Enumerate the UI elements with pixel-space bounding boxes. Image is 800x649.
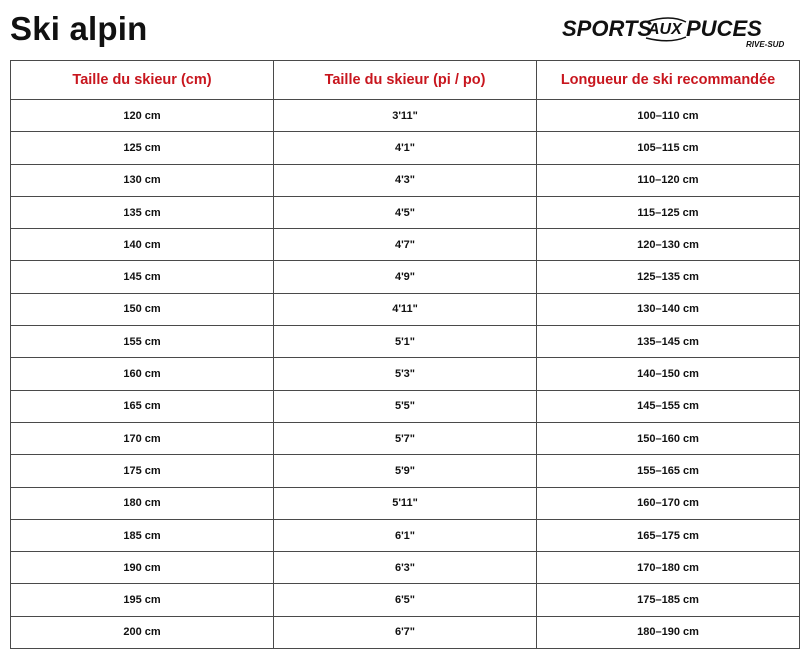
table-row <box>11 100 800 132</box>
cell-height-cm: 195 cm <box>11 584 274 616</box>
cell-height-cm: 160 cm <box>11 358 274 390</box>
cell-ski-length: 150–160 cm <box>537 422 800 454</box>
cell-ski-length: 170–180 cm <box>537 552 800 584</box>
cell-height-ft-in: 5'11" <box>274 487 537 519</box>
brand-logo <box>560 10 790 50</box>
cell-height-cm: 150 cm <box>11 293 274 325</box>
table-row <box>11 422 800 454</box>
cell-ski-length: 145–155 cm <box>537 390 800 422</box>
header-height-ft-in: Taille du skieur (pi / po) <box>274 61 537 100</box>
cell-ski-length: 135–145 cm <box>537 326 800 358</box>
cell-height-ft-in: 4'1" <box>274 132 537 164</box>
cell-height-cm: 170 cm <box>11 422 274 454</box>
cell-height-ft-in: 5'1" <box>274 326 537 358</box>
cell-ski-length: 140–150 cm <box>537 358 800 390</box>
svg-text:RIVE-SUD: RIVE-SUD <box>746 40 785 49</box>
cell-ski-length: 160–170 cm <box>537 487 800 519</box>
cell-ski-length: 115–125 cm <box>537 196 800 228</box>
page-title: Ski alpin <box>10 10 148 47</box>
cell-ski-length: 165–175 cm <box>537 519 800 551</box>
svg-text:PUCES: PUCES <box>686 16 762 41</box>
ski-size-table <box>10 60 800 649</box>
table-row <box>11 552 800 584</box>
cell-height-cm: 155 cm <box>11 326 274 358</box>
cell-height-ft-in: 4'3" <box>274 164 537 196</box>
cell-ski-length: 100–110 cm <box>537 100 800 132</box>
table-row <box>11 455 800 487</box>
cell-ski-length: 125–135 cm <box>537 261 800 293</box>
cell-ski-length: 105–115 cm <box>537 132 800 164</box>
cell-height-ft-in: 4'9" <box>274 261 537 293</box>
table-row <box>11 358 800 390</box>
cell-ski-length: 120–130 cm <box>537 229 800 261</box>
table-row <box>11 164 800 196</box>
cell-height-cm: 180 cm <box>11 487 274 519</box>
cell-height-cm: 125 cm <box>11 132 274 164</box>
cell-height-cm: 130 cm <box>11 164 274 196</box>
cell-height-cm: 165 cm <box>11 390 274 422</box>
cell-height-cm: 120 cm <box>11 100 274 132</box>
header-height-cm: Taille du skieur (cm) <box>11 61 274 100</box>
cell-height-cm: 145 cm <box>11 261 274 293</box>
table-row <box>11 132 800 164</box>
cell-ski-length: 180–190 cm <box>537 616 800 648</box>
cell-height-ft-in: 5'7" <box>274 422 537 454</box>
table-row <box>11 616 800 648</box>
cell-height-cm: 175 cm <box>11 455 274 487</box>
cell-height-ft-in: 5'9" <box>274 455 537 487</box>
cell-height-cm: 140 cm <box>11 229 274 261</box>
svg-text:AUX: AUX <box>648 21 682 38</box>
table-row <box>11 519 800 551</box>
cell-height-ft-in: 5'3" <box>274 358 537 390</box>
cell-height-ft-in: 4'5" <box>274 196 537 228</box>
table-row <box>11 487 800 519</box>
cell-ski-length: 155–165 cm <box>537 455 800 487</box>
cell-height-ft-in: 3'11" <box>274 100 537 132</box>
table-row <box>11 326 800 358</box>
cell-height-cm: 200 cm <box>11 616 274 648</box>
cell-ski-length: 175–185 cm <box>537 584 800 616</box>
cell-ski-length: 110–120 cm <box>537 164 800 196</box>
cell-height-cm: 135 cm <box>11 196 274 228</box>
header-ski-length: Longueur de ski recommandée <box>537 61 800 100</box>
cell-height-ft-in: 5'5" <box>274 390 537 422</box>
cell-height-ft-in: 6'1" <box>274 519 537 551</box>
table-row <box>11 196 800 228</box>
table-row <box>11 293 800 325</box>
cell-height-ft-in: 6'7" <box>274 616 537 648</box>
cell-height-cm: 190 cm <box>11 552 274 584</box>
cell-ski-length: 130–140 cm <box>537 293 800 325</box>
table-header-row <box>11 61 800 100</box>
table-row <box>11 229 800 261</box>
table-row <box>11 390 800 422</box>
table-row <box>11 584 800 616</box>
cell-height-ft-in: 4'11" <box>274 293 537 325</box>
table-row <box>11 261 800 293</box>
cell-height-ft-in: 6'5" <box>274 584 537 616</box>
cell-height-ft-in: 6'3" <box>274 552 537 584</box>
svg-text:SPORTS: SPORTS <box>562 16 653 41</box>
cell-height-ft-in: 4'7" <box>274 229 537 261</box>
cell-height-cm: 185 cm <box>11 519 274 551</box>
